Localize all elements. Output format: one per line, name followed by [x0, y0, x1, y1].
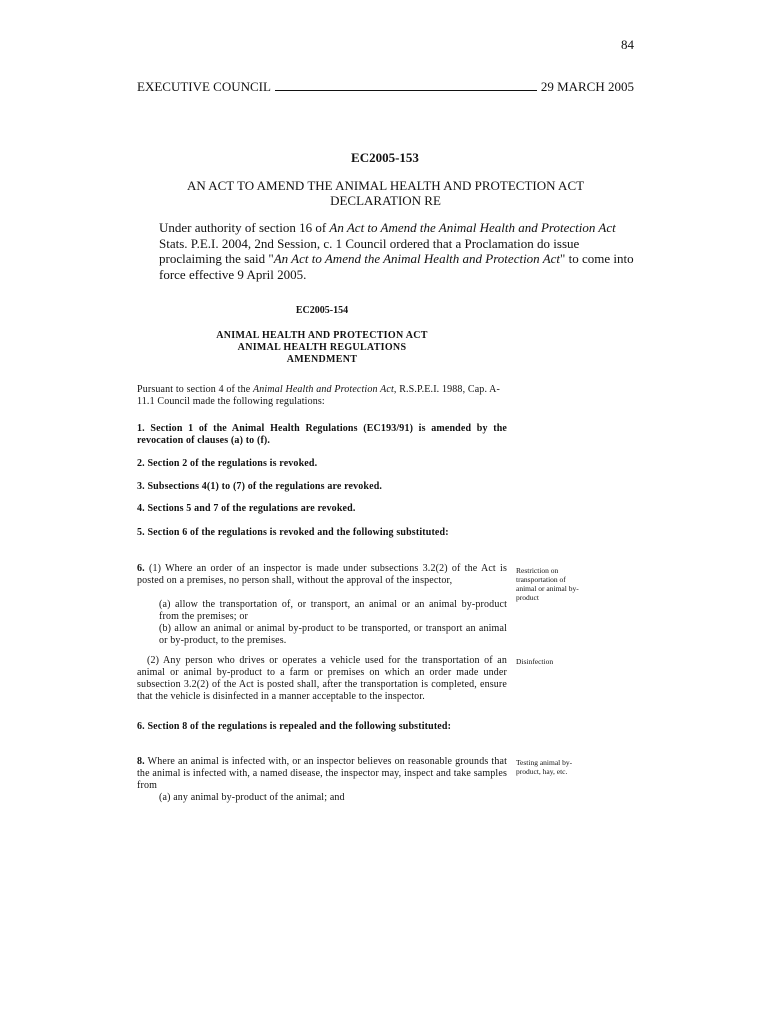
section-6-2: (2) Any person who drives or operates a vehicle used for the transportation of an animal or animal by-product to a farm or premises on which an order made under subsection 3.2(2) of the Act is posted shall, after the transportation is completed, ensure that the vehicle is disinfected in a manner acceptable to the inspector. — [137, 655, 507, 702]
order-title-153 — [137, 178, 634, 208]
section-6-1-a — [137, 599, 507, 623]
section-number: 6. — [137, 563, 145, 574]
section-6-heading: 6. Section 8 of the regulations is repealed and the following substituted: — [137, 721, 452, 732]
header-left: EXECUTIVE COUNCIL — [137, 79, 271, 94]
act-name-italic: Animal Health and Protection Act — [253, 384, 394, 395]
section-6-1-b — [137, 623, 507, 647]
section-1: 1. Section 1 of the Animal Health Regulations (EC193/91) is amended by the revocation of clauses (a) to (f). — [137, 423, 507, 446]
act-name-italic: An Act to Amend the Animal Health and Protection Act — [273, 251, 561, 266]
section-5: 5. Section 6 of the regulations is revoked and the following substituted: — [137, 527, 449, 538]
body-text: Stats. P.E.I. 2004, 2nd Session, c. 1 Council ordered that a Proclamation do issue proclaiming the said " — [159, 235, 580, 266]
order-title-154-line2: ANIMAL HEALTH REGULATIONS — [237, 342, 407, 353]
section-text: (1) Where an order of an inspector is made under subsections 3.2(2) of the Act is posted on a premises, no person shall, without the approval of the inspector, — [137, 563, 507, 586]
header-date: 29 MARCH 2005 — [540, 79, 634, 94]
section-6-1 — [137, 563, 507, 587]
margin-note-disinfection: Disinfection — [516, 657, 554, 666]
clause-b: (b) allow an animal or animal by-product to be transported, or transport an animal or by-product, to the premises. — [159, 623, 507, 646]
intro-text: , R.S.P.E.I. 1988, Cap. A-11.1 Council made the following regulations: — [137, 384, 501, 407]
margin-note-testing: Testing animal by-product, hay, etc. — [516, 758, 573, 776]
order-body-153 — [137, 220, 634, 282]
section-4: 4. Sections 5 and 7 of the regulations are revoked. — [137, 503, 356, 514]
order-title-153-line1: AN ACT TO AMEND THE ANIMAL HEALTH AND PROTECTION ACT — [186, 178, 585, 193]
section-2: 2. Section 2 of the regulations is revoked. — [137, 458, 318, 469]
clause-a: (a) any animal by-product of the animal; and — [159, 792, 345, 803]
section-number: 8. — [137, 756, 145, 767]
body-text: Under authority of section 16 of — [159, 220, 330, 235]
order-number-154: EC2005-154 — [295, 305, 349, 316]
section-text: Where an animal is infected with, or an inspector believes on reasonable grounds that the animal is infected with, a named disease, the inspector may, inspect and take samples from — [137, 756, 507, 791]
section-8-a — [137, 792, 507, 804]
intro-text: Pursuant to section 4 of the — [137, 384, 254, 395]
body-text: " to come into force effective 9 April 2005. — [159, 251, 634, 282]
page-number: 84 — [621, 37, 634, 52]
order-title-153-line2: DECLARATION RE — [330, 193, 441, 208]
section-3: 3. Subsections 4(1) to (7) of the regulations are revoked. — [137, 481, 383, 492]
order-title-154-line3: AMENDMENT — [286, 354, 358, 365]
act-name-italic: An Act to Amend the Animal Health and Protection Act — [329, 220, 616, 235]
order-title-154-line1: ANIMAL HEALTH AND PROTECTION ACT — [216, 330, 428, 341]
page-header — [137, 79, 634, 95]
section-8 — [137, 756, 507, 792]
margin-note-restriction: Restriction on transportation of animal or animal by-product — [516, 566, 579, 602]
order-number-153: EC2005-153 — [351, 150, 419, 165]
order-title-154 — [137, 330, 507, 366]
regulation-intro — [137, 384, 507, 408]
header-rule — [275, 81, 537, 91]
clause-a: (a) allow the transportation of, or transport, an animal or an animal by-product from the premises; or — [159, 599, 507, 622]
